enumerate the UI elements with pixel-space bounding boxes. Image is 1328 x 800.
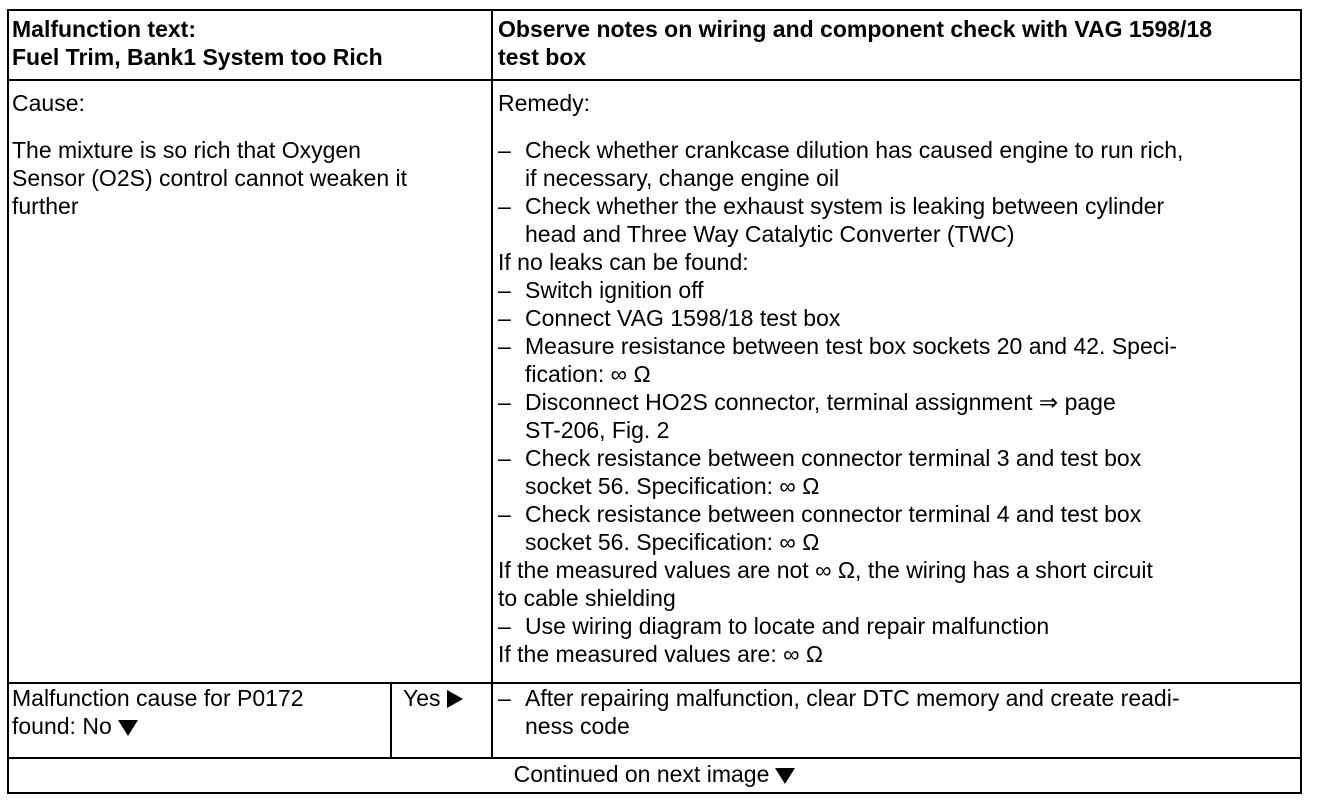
remedy-step-3: – Switch ignition off [498, 277, 704, 303]
remedy-note-no-leaks: If no leaks can be found: [498, 249, 749, 275]
malfunction-text-label: Malfunction text: [12, 16, 196, 42]
cause-line-3: further [12, 193, 79, 219]
right-arrow-icon [447, 690, 463, 708]
remedy-note-short-circuit-cont: to cable shielding [498, 585, 676, 611]
wiring-notes-heading: Observe notes on wiring and component check with VAG 1598/18 [498, 16, 1213, 42]
remedy-step-5: – Measure resistance between test box sockets 20 and 42. Speci- fication: ∞ Ω [498, 333, 1178, 387]
decision-question: Malfunction cause for P0172 [12, 685, 304, 711]
decision-yes: Yes [403, 684, 463, 712]
yes-column-divider [390, 682, 392, 757]
down-arrow-icon [775, 768, 795, 784]
remedy-note-short-circuit: If the measured values are not ∞ Ω, the wiring has a short circuit [498, 557, 1153, 583]
cause-label: Cause: [12, 90, 85, 116]
malfunction-text-value: Fuel Trim, Bank1 System too Rich [12, 44, 383, 70]
remedy-step-8: – Check resistance between connector terminal 4 and test box socket 56. Specification: ∞ Ω [498, 501, 1142, 555]
dash-marker: – [498, 333, 511, 359]
decision-result: – After repairing malfunction, clear DTC memory and create readi- ness code [498, 685, 1180, 739]
remedy-step-9: – Use wiring diagram to locate and repair malfunction [498, 613, 1050, 639]
decision-answer-no: found: No [12, 712, 138, 740]
header-divider [7, 79, 1302, 81]
cause-line-2: Sensor (O2S) control cannot weaken it [12, 165, 408, 191]
dash-marker: – [498, 389, 511, 415]
remedy-step-6: – Disconnect HO2S connector, terminal assignment ⇒ page ST-206, Fig. 2 [498, 389, 1116, 443]
dash-marker: – [498, 137, 511, 163]
fault-table [7, 9, 1302, 794]
cause-line-1: The mixture is so rich that Oxygen [12, 137, 361, 163]
dash-marker: – [498, 445, 511, 471]
dash-marker: – [498, 613, 511, 639]
dash-marker: – [498, 501, 511, 527]
remedy-step-4: – Connect VAG 1598/18 test box [498, 305, 841, 331]
dash-marker: – [498, 277, 511, 303]
dash-marker: – [498, 305, 511, 331]
footer-divider [7, 757, 1302, 759]
remedy-step-7: – Check resistance between connector terminal 3 and test box socket 56. Specification: ∞ Ω [498, 445, 1142, 499]
remedy-label: Remedy: [498, 90, 591, 116]
dash-marker: – [498, 193, 511, 219]
remedy-step-2: – Check whether the exhaust system is leaking between cylinder head and Three Way Catalytic Converter (TWC) [498, 193, 1165, 247]
dash-marker: – [498, 685, 511, 711]
column-divider [491, 9, 493, 757]
remedy-step-1: – Check whether crankcase dilution has caused engine to run rich, if necessary, change engine oil [498, 137, 1184, 191]
remedy-note-values-ok: If the measured values are: ∞ Ω [498, 641, 824, 667]
continued-note: Continued on next image [7, 760, 1302, 788]
down-arrow-icon [118, 720, 138, 736]
wiring-notes-heading-cont: test box [498, 44, 587, 70]
